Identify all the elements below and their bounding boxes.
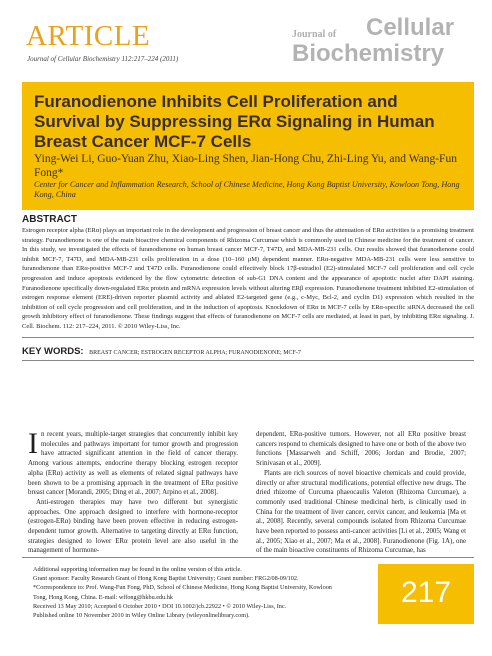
body-paragraph: Plants are rich sources of novel bioactive chemicals and could provide, directly or after structural modifications, potential effective new drugs. The dried rhizome of Curcuma phaeocaulis Valeton (Rhizoma Curcumae), a commonly used traditional Chinese medicinal herb, is clinically used in China for the treatment of liver cancer, cervix cancer, and leukemia [Ma et al., 2008]. Recently, several compounds isolated from Rhizoma Curcumae have been reported to possess anti-cancer activities [Li et al., 2005; Wang et al., 2005; Xiao et al., 2007; Ma et al., 2008]. Furanodienone (Fig. 1A), one of the main bioactive constituents of Rhizoma Curcumae, has [256,469,466,555]
abstract-heading: ABSTRACT [22,214,77,225]
keywords-heading: KEY WORDS: [22,346,84,357]
footnote-line: Additional supporting information may be found in the online version of this article. [33,566,242,573]
footnote-line: Grant sponsor: Faculty Research Grant of Hong Kong Baptist University; Grant number: FRG2/08-09/102. [33,575,299,583]
footnotes [33,565,363,620]
journal-logo-small: Journal of [292,29,337,40]
page-number: 217 [400,576,452,609]
body-column-left [28,427,238,556]
divider [22,337,474,338]
footer-divider [22,557,474,558]
article-label: ARTICLE [26,20,151,52]
journal-citation: Journal of Cellular Biochemistry 112:217–224 (2011) [27,55,179,63]
drop-cap: I [28,427,38,460]
footnote-line: Tong, Hong Kong, China. E-mail: wffong@hkbu.edu.hk [33,593,173,601]
footnote-line: Received 13 May 2010; Accepted 6 October 2010 • DOI 10.1002/jcb.22922 • © 2010 Wiley-Liss, Inc. [33,602,287,610]
journal-logo-cellular: Cellular [366,14,455,41]
abstract-text: Estrogen receptor alpha (ERα) plays an important role in the development and progression of breast cancer and thus the attenuation of ERα activities is a promising treatment strategy. Furanodienone is one of the main bioactive chemical components of Rhizoma Curcumae which is commonly used in Chinese medicine for the treatment of cancer. In this study, we investigated the effects of furanodienone on human breast cancer MCF-7, T47D, and MDA-MB-231 cells. Our results showed that furanodienone could inhibit MCF-7, T47D, and MDA-MB-231 cells proliferation in a dose (10–160 μM) dependent manner. ERα-negative MDA-MB-231 cells were less sensitive to furanodienone than ERα-positive MCF-7 and T47D cells. Furanodienone could effectively block 17β-estradiol (E2)-stimulated MCF-7 cell proliferation and cell cycle progression and induce apoptosis evidenced by the flow cytometric detection of sub-G1 DNA content and the appearance of apoptotic nuclei after DAPI staining. Furanodienone specifically down-regulated ERα protein and mRNA expression levels without altering ERβ expression. Furanodienone treatment inhibited E2-stimulation of estrogen response element (ERE)-driven reporter plasmid activity and ablated E2-targeted gene (e.g., c-Myc, Bcl-2, and cyclin D1) expression which resulted in the inhibition of cell cycle progression and cell proliferation, and in the induction of apoptosis. Knockdown of ERα in MCF-7 cells by ERα-specific siRNA decreased the cell growth inhibitory effect of furanodienone. These findings suggest that effects of furanodienone on MCF-7 cells are mediated, at least in part, by inhibiting ERα signaling. J. Cell. Biochem. 112: 217–224, 2011. © 2010 Wiley-Liss, Inc. [22,227,474,330]
affiliation: Center for Cancer and Inflammation Research, School of Chinese Medicine, Hong Kong Baptist University, Kowloon Tong, Hong Kong, China [34,180,460,199]
journal-logo-biochemistry: Biochemistry [292,40,445,67]
keywords-text: BREAST CANCER; ESTROGEN RECEPTOR ALPHA; FURANODIENONE; MCF-7 [89,350,301,356]
body-paragraph: In recent years, multiple-target strategies that concurrently inhibit key molecules and pathways important for tumor growth and progression have attracted significant attention in the field of cancer therapy. Among various attempts, endocrine therapy blocking estrogen receptor alpha (ERα) activity as well as elements of related signal pathways have been shown to be a promising approach in the treatment of ERα positive breast cancer [Morandi, 2005; Ding et al., 2007; Arpino et al., 2008]. [28,427,238,497]
article-title: Furanodienone Inhibits Cell Proliferation and Survival by Suppressing ERα Signaling in Human Breast Cancer MCF-7 Cells [34,92,435,151]
footnote-line: Published online 10 November 2010 in Wiley Online Library (wileyonlinelibrary.com). [33,612,250,620]
footnote-line: *Correspondence to: Prof. Wang-Fun Fong, PhD, School of Chinese Medicine, Hong Kong Baptist University, Kowloon [33,584,332,592]
body-paragraph: Anti-estrogen therapies may have two different but synergistic approaches. One approach designed to interfere with hormone-receptor (estrogen-ERα) binding have been proven effective in reducing estrogen-dependent tumor growth. Alternative to targeting directly at ERα function, strategies designed to lower ERα protein level are also useful in the management of hormone- [28,498,238,555]
author-list: Ying-Wei Li, Guo-Yuan Zhu, Xiao-Ling Shen, Jian-Hong Chu, Zhi-Ling Yu, and Wang-Fun Fong* [34,153,457,179]
keywords [22,346,474,357]
page-number-box [378,564,474,624]
body-paragraph: dependent, ERα-positive tumors. However, not all ERα positive breast cancers respond to chemicals designed to have one or both of the above two functions [Massarweh and Schiff, 2006; Jordan and Brodie, 2007; Srinivasan et al., 2009]. [256,431,466,468]
divider [22,360,474,361]
body-column-right [256,430,466,556]
